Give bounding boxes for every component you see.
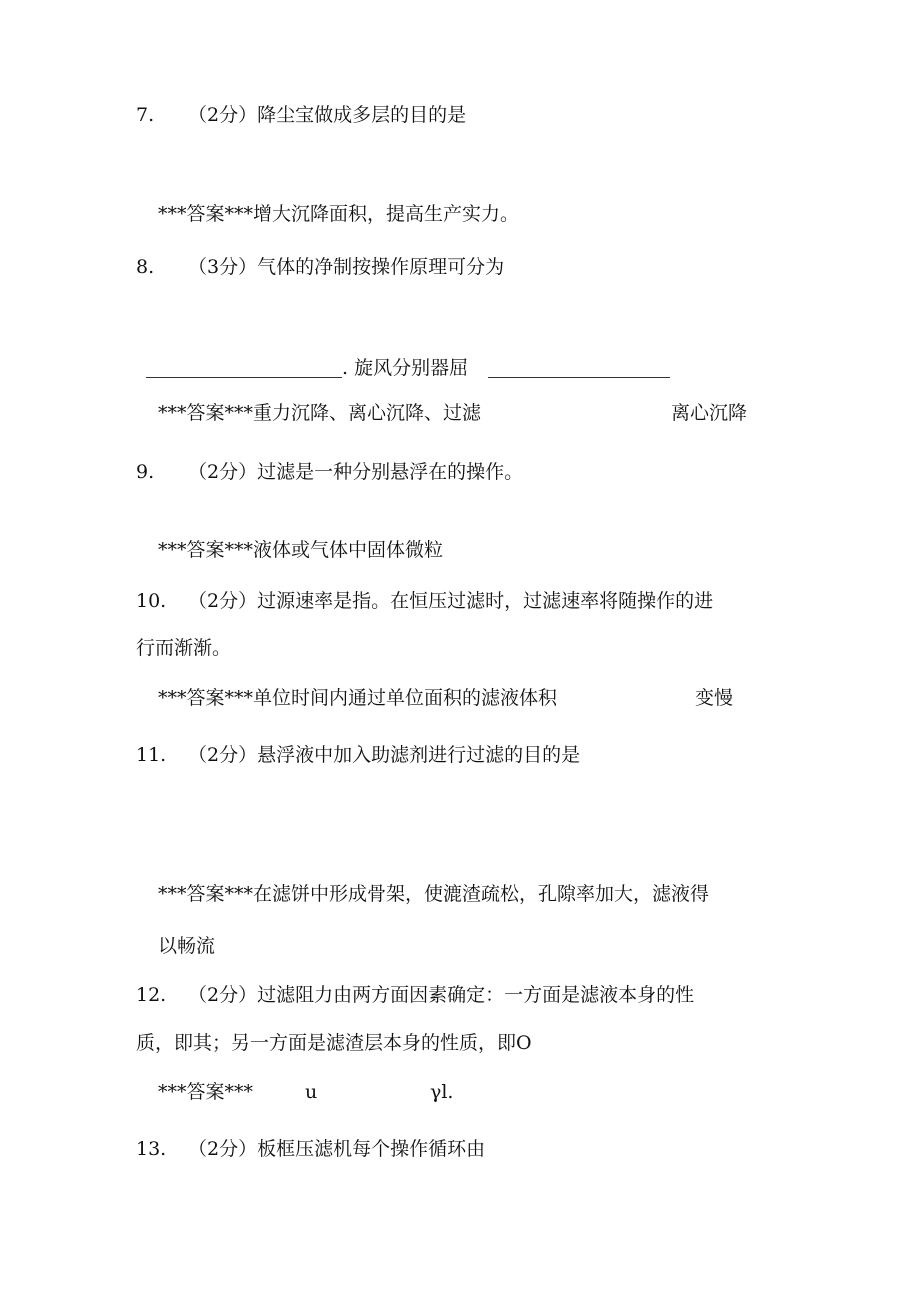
question-9-number: 9. bbox=[136, 461, 155, 483]
question-9-answer: ***答案***液体或气体中固体微粒 bbox=[158, 539, 444, 561]
question-10-answer: ***答案***单位时间内通过单位面积的滤液体积 bbox=[158, 687, 558, 709]
question-10-answer-extra: 变慢 bbox=[695, 687, 734, 709]
question-10-text-continued: 行而渐渐。 bbox=[136, 637, 232, 659]
question-7-text: （2分）降尘宝做成多层的目的是 bbox=[188, 104, 467, 126]
question-7-number: 7. bbox=[136, 104, 155, 126]
question-12-answer-u: u bbox=[305, 1081, 318, 1103]
question-13-text: （2分）板框压滤机每个操作循环由 bbox=[188, 1138, 486, 1160]
question-11-text: （2分）悬浮液中加入助滤剂进行过滤的目的是 bbox=[188, 744, 581, 766]
question-12-text-continued: 质，即其；另一方面是滤渣层本身的性质，即O bbox=[136, 1032, 532, 1054]
question-12-answer-gamma: γl. bbox=[430, 1081, 454, 1103]
question-8-text: （3分）气体的净制按操作原理可分为 bbox=[188, 256, 505, 278]
question-12-answer: ***答案*** bbox=[158, 1081, 254, 1103]
question-13-number: 13. bbox=[136, 1138, 167, 1160]
question-11-answer: ***答案***在滤饼中形成骨架，使漉渣疏松，孔隙率加大，滤液得 bbox=[158, 883, 710, 905]
question-8-answer-extra: 离心沉降 bbox=[671, 402, 748, 424]
question-12-text: （2分）过滤阻力由两方面因素确定：一方面是滤液本身的性 bbox=[188, 984, 695, 1006]
question-10-number: 10. bbox=[136, 590, 167, 612]
question-11-number: 11. bbox=[136, 744, 167, 766]
blank-line bbox=[146, 377, 342, 378]
question-12-number: 12. bbox=[136, 984, 167, 1006]
question-7-answer: ***答案***增大沉降面积，提高生产实力。 bbox=[158, 203, 520, 225]
question-10-text: （2分）过源速率是指。在恒压过滤时，过滤速率将随操作的进 bbox=[188, 590, 714, 612]
question-8-number: 8. bbox=[136, 256, 155, 278]
blank-line bbox=[488, 377, 670, 378]
question-11-answer-continued: 以畅流 bbox=[158, 935, 216, 957]
question-8-answer: ***答案***重力沉降、离心沉降、过滤 bbox=[158, 402, 482, 424]
question-9-text: （2分）过滤是一种分别悬浮在的操作。 bbox=[188, 461, 524, 483]
question-8-fill-text: . 旋风分别器屈 bbox=[342, 357, 469, 379]
